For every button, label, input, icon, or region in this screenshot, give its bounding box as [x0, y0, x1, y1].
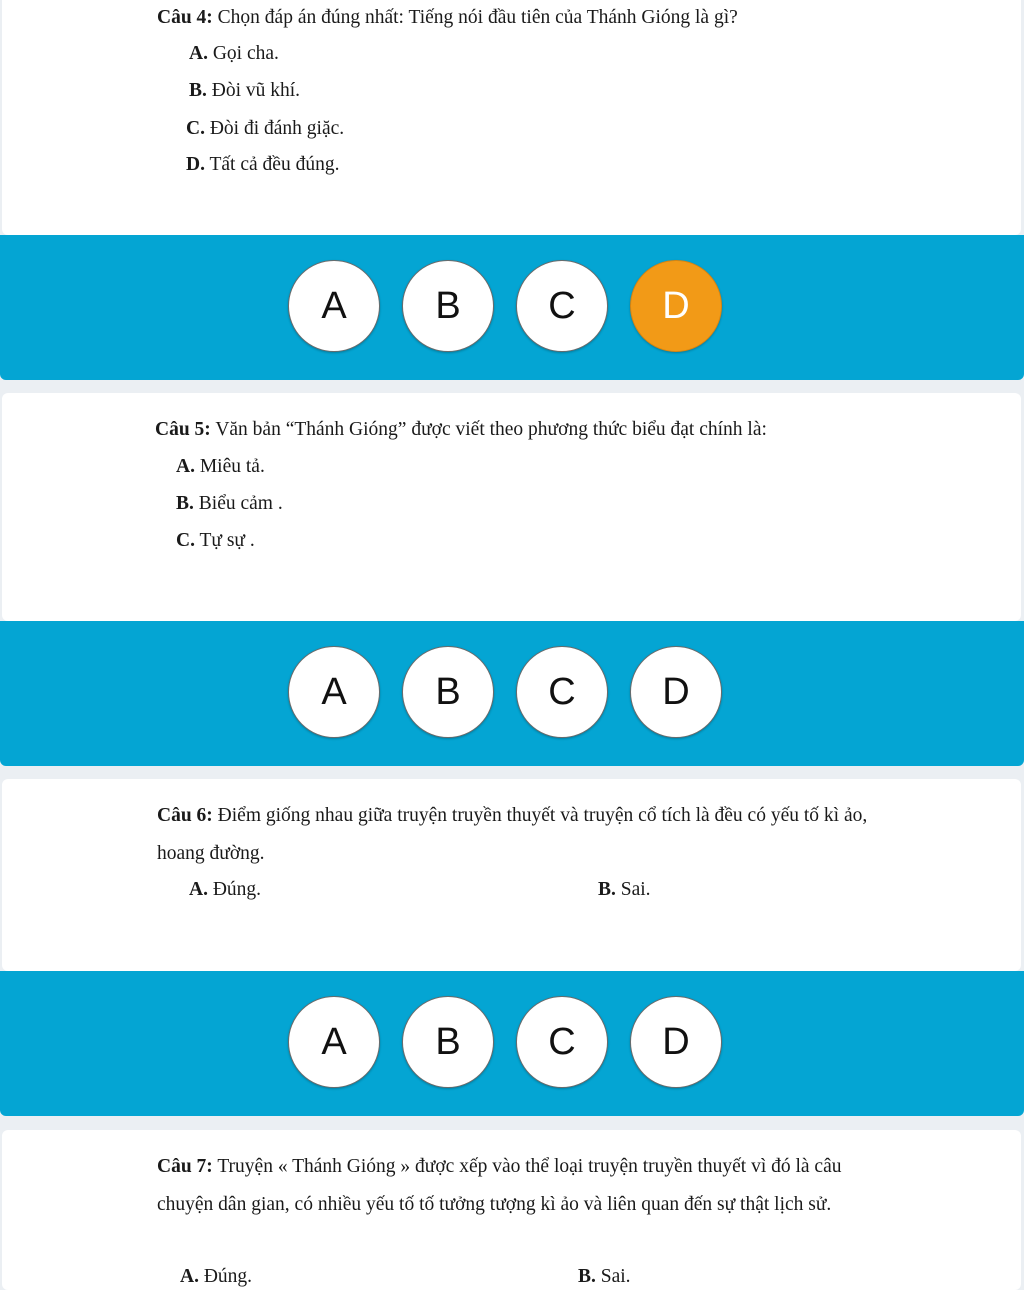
- question-4-card: [2, 0, 1021, 235]
- q5-answer-d-button[interactable]: D: [630, 646, 722, 738]
- q6-answer-c-button[interactable]: C: [516, 996, 608, 1088]
- question-6-text: Câu 6: Điểm giống nhau giữa truyện truyền thuyết và truyện cổ tích là đều có yếu tố kì ảo, hoang đường.: [157, 805, 868, 864]
- question-4-number: Câu 4:: [157, 7, 213, 28]
- answer-panel-q6: [0, 971, 1024, 1116]
- q5-option-a: A. Miêu tả.: [176, 456, 265, 477]
- q4-option-a: A. Gọi cha.: [189, 43, 279, 64]
- q5-option-c: C. Tự sự .: [176, 530, 255, 551]
- question-6-number: Câu 6:: [157, 805, 213, 826]
- question-7-number: Câu 7:: [157, 1156, 213, 1177]
- question-6-card: [2, 779, 1021, 971]
- q4-answer-b-button[interactable]: B: [402, 260, 494, 352]
- q7-option-b: B. Sai.: [578, 1266, 631, 1287]
- q6-answer-a-button[interactable]: A: [288, 996, 380, 1088]
- q4-answer-d-button[interactable]: D: [630, 260, 722, 352]
- q4-option-b: B. Đòi vũ khí.: [189, 80, 301, 101]
- question-5-text: Câu 5: Văn bản “Thánh Gióng” được viết theo phương thức biểu đạt chính là:: [155, 419, 767, 440]
- q5-answer-b-button[interactable]: B: [402, 646, 494, 738]
- question-5-number: Câu 5:: [155, 419, 211, 440]
- q4-option-c: C. Đòi đi đánh giặc.: [186, 118, 345, 139]
- question-4-text: Câu 4: Chọn đáp án đúng nhất: Tiếng nói đầu tiên của Thánh Gióng là gì?: [157, 7, 738, 28]
- question-7-card: [2, 1130, 1021, 1290]
- q4-answer-c-button[interactable]: C: [516, 260, 608, 352]
- q5-answer-c-button[interactable]: C: [516, 646, 608, 738]
- q6-answer-b-button[interactable]: B: [402, 996, 494, 1088]
- question-5-card: [2, 393, 1021, 621]
- q4-answer-a-button[interactable]: A: [288, 260, 380, 352]
- question-7-text: Câu 7: Truyện « Thánh Gióng » được xếp vào thể loại truyện truyền thuyết vì đó là câu chuyện dân gian, có nhiều yếu tố tố tưởng tượng kì ảo và liên quan đến sự thật lịch sử.: [157, 1156, 842, 1215]
- answer-panel-q4: [0, 235, 1024, 380]
- q6-option-b: B. Sai.: [598, 879, 651, 900]
- q5-answer-a-button[interactable]: A: [288, 646, 380, 738]
- q4-option-d: D. Tất cả đều đúng.: [186, 154, 340, 175]
- q7-option-a: A. Đúng.: [180, 1266, 253, 1287]
- q6-option-a: A. Đúng.: [189, 879, 262, 900]
- q5-option-b: B. Biểu cảm .: [176, 493, 283, 514]
- answer-panel-q5: [0, 621, 1024, 766]
- q6-answer-d-button[interactable]: D: [630, 996, 722, 1088]
